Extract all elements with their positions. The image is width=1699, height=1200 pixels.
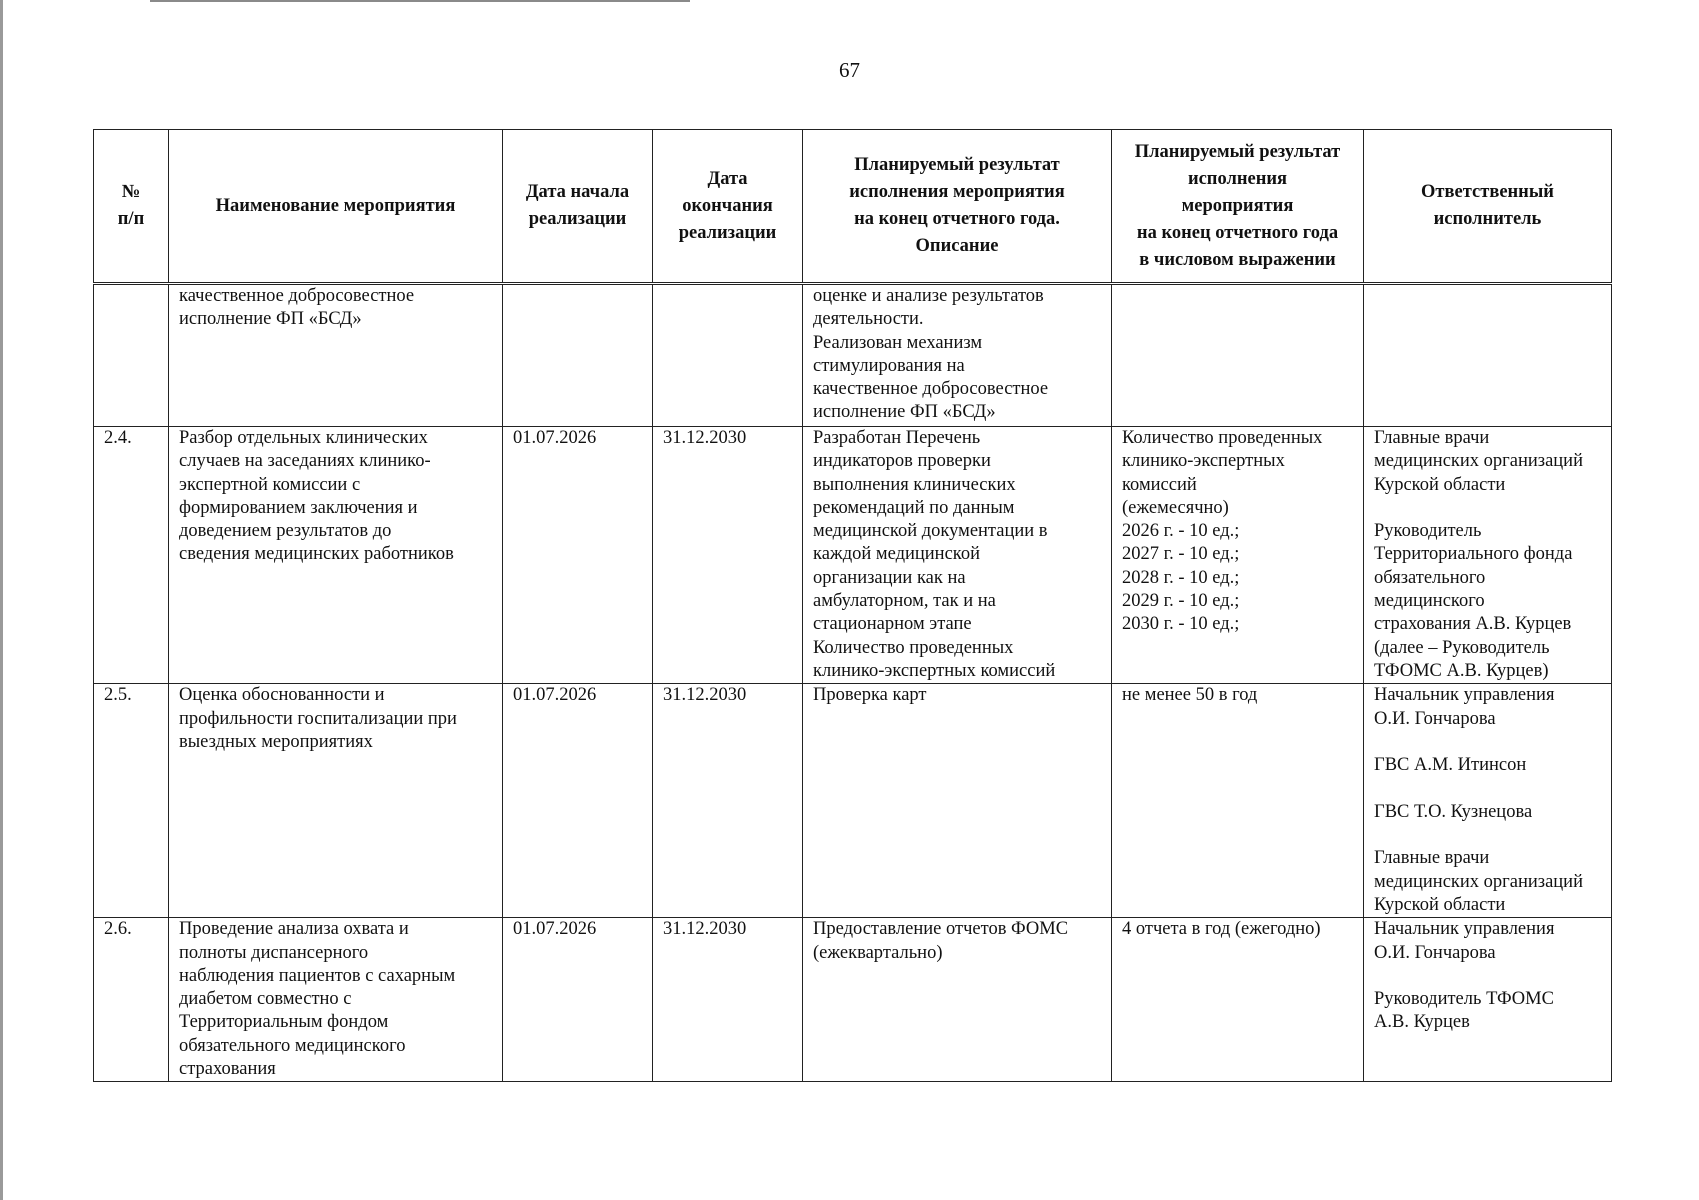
cell-num: 2.6. — [94, 918, 169, 1082]
cell-result-numeric: не менее 50 в год — [1112, 684, 1364, 918]
cell-responsible: Начальник управления О.И. Гончарова ГВС А.М. Итинсон ГВС Т.О. Кузнецова Главные врачи медицинских организаций Курской области — [1364, 684, 1612, 918]
cell-result-description: Предоставление отчетов ФОМС (ежеквартально) — [803, 918, 1112, 1082]
header-num: № п/п — [94, 130, 169, 284]
cell-start-date: 01.07.2026 — [503, 427, 653, 684]
cell-start-date — [503, 284, 653, 427]
cell-result-numeric: Количество проведенных клинико-экспертных комиссий (ежемесячно) 2026 г. - 10 ед.; 2027 г. - 10 ед.; 2028 г. - 10 ед.; 2029 г. - 10 ед.; 2030 г. - 10 ед.; — [1112, 427, 1364, 684]
cell-start-date: 01.07.2026 — [503, 684, 653, 918]
cell-end-date: 31.12.2030 — [653, 684, 803, 918]
table-row — [94, 427, 1612, 684]
scan-left-edge — [0, 0, 3, 1200]
cell-num: 2.5. — [94, 684, 169, 918]
cell-result-numeric: 4 отчета в год (ежегодно) — [1112, 918, 1364, 1082]
cell-result-description: Проверка карт — [803, 684, 1112, 918]
scan-top-line — [150, 0, 690, 2]
header-name: Наименование мероприятия — [169, 130, 503, 284]
header-result-numeric: Планируемый результат исполнения мероприятия на конец отчетного года в числовом выражении — [1112, 130, 1364, 284]
cell-result-description: оценке и анализе результатов деятельности. Реализован механизм стимулирования на качественное добросовестное исполнение ФП «БСД» — [803, 284, 1112, 427]
cell-end-date: 31.12.2030 — [653, 918, 803, 1082]
cell-name: Разбор отдельных клинических случаев на заседаниях клинико- экспертной комиссии с формированием заключения и доведением результатов до сведения медицинских работников — [169, 427, 503, 684]
measures-table — [93, 129, 1612, 1082]
cell-responsible: Начальник управления О.И. Гончарова Руководитель ТФОМС А.В. Курцев — [1364, 918, 1612, 1082]
table-header-row — [94, 130, 1612, 284]
cell-start-date: 01.07.2026 — [503, 918, 653, 1082]
cell-name: Проведение анализа охвата и полноты диспансерного наблюдения пациентов с сахарным диабетом совместно с Территориальным фондом обязательного медицинского страхования — [169, 918, 503, 1082]
table-row — [94, 918, 1612, 1082]
header-start-date: Дата начала реализации — [503, 130, 653, 284]
cell-end-date: 31.12.2030 — [653, 427, 803, 684]
cell-responsible — [1364, 284, 1612, 427]
cell-num — [94, 284, 169, 427]
cell-result-numeric — [1112, 284, 1364, 427]
page-number: 67 — [839, 58, 860, 82]
header-result-description: Планируемый результат исполнения мероприятия на конец отчетного года. Описание — [803, 130, 1112, 284]
cell-num: 2.4. — [94, 427, 169, 684]
table-row — [94, 284, 1612, 427]
table-row — [94, 684, 1612, 918]
cell-result-description: Разработан Перечень индикаторов проверки выполнения клинических рекомендаций по данным медицинской документации в каждой медицинской организации как на амбулаторном, так и на стационарном этапе Количество проведенных клинико-экспертных комиссий — [803, 427, 1112, 684]
header-responsible: Ответственный исполнитель — [1364, 130, 1612, 284]
cell-name: Оценка обоснованности и профильности госпитализации при выездных мероприятиях — [169, 684, 503, 918]
header-end-date: Дата окончания реализации — [653, 130, 803, 284]
cell-end-date — [653, 284, 803, 427]
cell-name: качественное добросовестное исполнение ФП «БСД» — [169, 284, 503, 427]
cell-responsible: Главные врачи медицинских организаций Курской области Руководитель Территориального фонда обязательного медицинского страхования А.В. Курцев (далее – Руководитель ТФОМС А.В. Курцев) — [1364, 427, 1612, 684]
